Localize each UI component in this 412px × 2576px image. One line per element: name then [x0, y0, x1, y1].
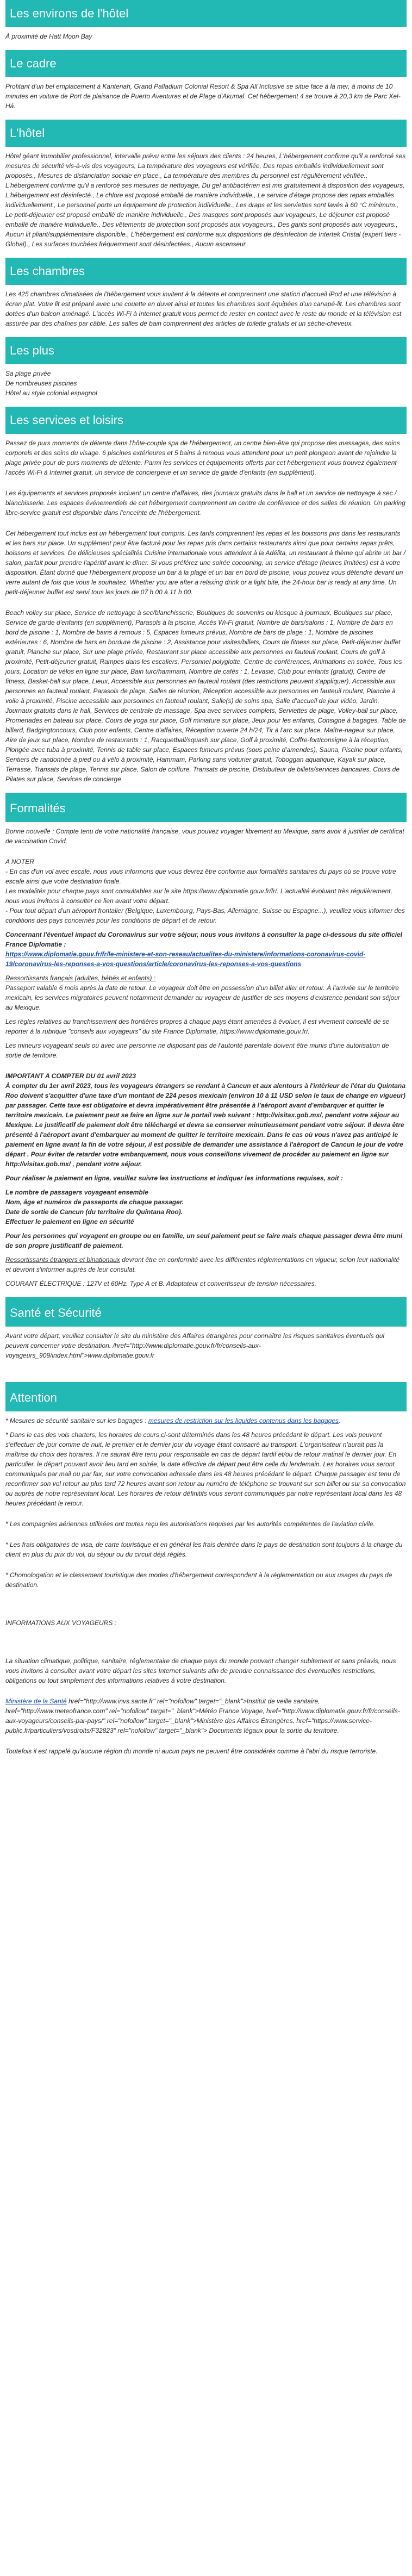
attention-links-text: href="http://www.invs.sante.fr" rel="nofollow" target="_blank">Institut de veille sanitaire, href="http://www.meteofrance.com" rel="nofollow" target="_blank">Météo France Voyage, href="http://www.diplomatie.gouv.fr/fr/conseils-aux-voyageurs/conseils-par-pays/" rel="nofollow" target="_blank">Ministère des Affaires Étrangères, href="https://www.service-public.fr/particuliers/vosdroits/F32823" rel="nofollow" target="_blank"> Documents légaux pour la sortie du territoire. [5, 1697, 400, 1734]
diplomatie-link[interactable] [5, 949, 407, 969]
liquids-link[interactable]: mesures de restriction sur les liquides contenus dans les bagages [148, 1417, 339, 1424]
section-title: Les environs de l'hôtel [5, 0, 407, 27]
services-paragraph: Cet hébergement tout inclus est un hébergement tout compris. Les tarifs comprennent les repas et les boissons pris dans les restaurants et les bars sur place. Un supplément peut être facturé pour les repas pris dans certains restaurants ainsi que pour certains repas prêts, boissons et services. De délicieuses spécialités Cuisine internationale vous attendent à la Adélita, un restaurant à thème qui abrite un bar / salon, parfait pour prendre l'apéritif avant le dîner. Si vous préférez une soirée cocooning, un service d'étage (heures limitées) est à votre disposition. Étant donné que l'hébergement propose un bar à la plage et un bar en bord de piscine, vous pouvez vous détendre devant un verre autant de fois que vous le souhaitez. Whether you are after a relaxing drink or a light bite, the 24-hour bar is ready at any time. Un petit-déjeuner buffet est servi tous les jours de 07 h 00 à 11 h 00. [5, 530, 405, 596]
formalites-subtitle: Ressortissants français (adultes, bébés et enfants) : [5, 974, 156, 982]
plus-item: Sa plage privée [5, 370, 51, 377]
formalites-paragraph: Les modalités pour chaque pays sont consultables sur le site https://www.diplomatie.gouv.fr/fr/. L'actualité évoluant très régulièrement, nous vous invitons à consulter ce lien avant votre départ. [5, 887, 392, 905]
section-title: Santé et Sécurité [5, 1297, 407, 1327]
infos-title: INFORMATIONS AUX VOYAGEURS : [5, 1619, 117, 1627]
foreign-title: Ressortissants étrangers et binationaux [5, 1256, 120, 1264]
attention-paragraph [5, 1696, 407, 1735]
hotel-text: Hôtel géant immobilier professionnel, intervalle prévu entre les séjours des clients : 24 heures, L'hébergement confirme qu'il a renforcé ses mesures de sécurité vis-à-vis des voyageurs, La température des voyageurs est vérifiée, Des repas emballés individuellement sont proposés., Mesures de distanciation sociale en place., La température des membres du personnel est régulièrement vérifiée., L'hébergement confirme qu'il a renforcé ses mesures de nettoyage, Du gel antibactérien est mis gratuitement à disposition des voyageurs, L'hébergement est désinfecté., Le chlore est proposé emballé de manière individuelle., Le service d'étage propose des repas emballés individuellement., Le personnel porte un équipement de protection individuelle., Les draps et les serviettes sont lavés à 60 °C minimum., Le petit-déjeuner est proposé emballé de manière individuelle., Des masques sont proposés aux voyageurs, Le déjeuner est proposé emballé de manière individuelle., Des vêtements de protection sont proposés aux voyageurs., Des gants sont proposés aux voyageurs., Aucun lit pliant/supplémentaire disponible., L'hébergement est conforme aux dispositions de désinfection de Intertek Cristal (expert tiers - Global)., Les surfaces touchées fréquemment sont désinfectées., Aucun ascenseur [5, 152, 406, 248]
foreign-text: devront être en conformité avec les différentes réglementations en vigueur, selon leur nationalité et devront s'informer auprès de leur consulat. [5, 1256, 400, 1273]
attention-p1-end: . [339, 1417, 341, 1424]
sante-text: Avant votre départ, veuillez consulter le site du ministère des Affaires étrangères pour connaître les risques sanitaires éventuels qui peuvent concerner votre destination. /href="http://www.diplomatie.gouv.fr/fr/conseils-aux-voyageurs_909/index.html">www.diplomatie.gouv.fr [5, 1332, 385, 1359]
attention-paragraph [5, 1416, 407, 1426]
important-paragraph: Pour réaliser le paiement en ligne, veuillez suivre les instructions et indiquer les informations requises, soit : [5, 1174, 343, 1182]
formalites-paragraph: Concernant l'éventuel impact du Coronavirus sur votre séjour, nous vous invitons à consulter la page ci-dessous du site officiel France Diplomatie : [5, 931, 403, 948]
formalites-note-title: A NOTER [5, 858, 34, 866]
attention-paragraph: * Chomologation et le classement touristique des modes d'hébergement correspondent à la réglementation ou aux usages du pays de destination. [5, 1571, 392, 1589]
plus-item: De nombreuses piscines [5, 379, 77, 387]
important-title: IMPORTANT A COMPTER DU 01 avril 2023 [5, 1072, 136, 1080]
section-hotel [5, 120, 407, 249]
formalites-paragraph: Les règles relatives au franchissement des frontières propres à chaque pays étant amenées à évoluer, il est vivement conseillé de se reporter à la rubrique "conseils aux voyageurs" du site France Diplomatie, https://www.diplomatie.gouv.fr/. [5, 1018, 390, 1035]
section-title: Les services et loisirs [5, 407, 407, 434]
section-environs [5, 0, 407, 41]
formalites-paragraph: - Pour tout départ d'un aéroport frontalier (Belgique, Luxembourg, Pays-Bas, Allemagne, Suisse ou Espagne...), veuillez vous informer des conditions des pays concernés pour les conditions de départ et de retour. [5, 907, 405, 924]
formalites-paragraph: - En cas d'un vol avec escale, nous vous informons que vous devrez être conforme aux formalités sanitaires du pays où se trouve votre escale ainsi que votre destination finale. [5, 868, 396, 885]
plus-item: Hôtel au style colonial espagnol [5, 389, 97, 397]
important-paragraph: Pour les personnes qui voyagent en groupe ou en famille, un seul paiement peut se faire mais chaque passager devra être muni de son propre justificatif de paiement. [5, 1232, 403, 1249]
section-formalites [5, 793, 407, 1289]
section-title: Les chambres [5, 258, 407, 285]
formalites-paragraph [5, 1255, 407, 1274]
section-title: L'hôtel [5, 120, 407, 147]
formalites-paragraph: Bonne nouvelle : Compte tenu de votre nationalité française, vous pouvez voyager librement au Mexique, sans avoir à justifier de certificat de vaccination Covid. [5, 827, 404, 845]
services-paragraph: Les équipements et services proposés incluent un centre d'affaires, des journaux gratuits dans le hall et un service de nettoyage à sec / blanchisserie. Les espaces événementiels de cet hébergement comprennent un centre de conférence et des salles de réunion. Un parking libre-service gratuit est disponible dans l'enceinte de l'hébergement. [5, 489, 405, 517]
section-title: Attention [5, 1382, 407, 1411]
section-title: Formalités [5, 793, 407, 822]
section-sante [5, 1297, 407, 1360]
cadre-text: Profitant d'un bel emplacement à Kantenah, Grand Palladium Colonial Resort & Spa All Inclusive se situe face à la mer, à moins de 10 minutes en voiture de Port de plaisance de Puerto Aventuras et de Plage d'Akumal. Cet hébergement 4 se trouve à 20,3 km de Parc Xel-Há. [5, 83, 401, 110]
section-services [5, 407, 407, 784]
attention-paragraph: La situation climatique, politique, sanitaire, réglementaire de chaque pays du monde pouvant changer subitement et sans préavis, nous vous invitons à consulter avant votre départ les sites Internet suivants afin de prendre connaissance des éventuelles restrictions, obligations ou tout simplement des informations relatives à votre destination. [5, 1657, 396, 1684]
formalites-paragraph: Passeport valable 6 mois après la date de retour. Le voyageur doit être en possession d'un billet aller et retour. À l'arrivée sur le territoire mexicain, les services migratoires peuvent notamment demander au voyageur de justifier de ses moyens d'existence pendant son séjour au Mexique. [5, 984, 401, 1011]
attention-p1-text: * Mesures de sécurité sanitaire sur les bagages : [5, 1417, 148, 1424]
section-chambres [5, 258, 407, 328]
attention-paragraph: Toutefois il est rappelé qu'aucune région du monde ni aucun pays ne peuvent être considérés comme à l'abri du risque terroriste. [5, 1747, 378, 1755]
section-title: Le cadre [5, 50, 407, 77]
section-cadre [5, 50, 407, 111]
formalites-paragraph: Les mineurs voyageant seuls ou avec une personne ne disposant pas de l'autorité parentale doivent être munis d'une autorisation de sortie de territoire. [5, 1042, 389, 1059]
attention-paragraph: * Dans le cas des vols charters, les horaires de cours ci-sont déterminés dans les 48 heures précédant le départ. Les vols peuvent s'effectuer de jour comme de nuit, le premier et le dernier jour du voyage étant consacré au transport. L'organisateur n'aurait pas la maîtrise du choix des horaires. Il ne saurait être tenu pour responsable en cas de départ tardif et/ou de retour matinal le dernier jour. En particulier, le départ pouvant avoir lieu tard en soirée, la date effective de départ peut être celle du lendemain. Les horaires vous seront communiqués par mail ou par fax, sur votre convocation adressée dans les 48 heures précédant le départ. Chaque passager est tenu de reconfirmer son vol retour au plus tard 72 heures avant son retour au numéro de téléphone se trouvant sur son billet ou sur sa convocation ou auprès de notre représentant local. Les horaires de retour définitifs vous seront communiqués par notre représentant local dans les 48 heures précédant le retour. [5, 1431, 406, 1507]
section-plus [5, 337, 407, 398]
diplomatie-link-text[interactable]: https://www.diplomatie.gouv.fr/fr/le-ministere-et-son-reseau/actualites-du-ministere/informations-coronavirus-covid-19/coronavirus-les-reponses-a-vos-questions/article/coronavirus-les-reponses-a-vos-questions [5, 950, 366, 968]
section-title: Les plus [5, 337, 407, 364]
attention-paragraph: * Les frais obligatoires de visa, de carte touristique et en général les frais dentrée dans le pays de destination sont toujours à la charge du client en plus du prix du vol, du séjour ou du circuit déjà réglés. [5, 1541, 403, 1558]
chambres-text: Les 425 chambres climatisées de l'hébergement vous invitent à la détente et comprennent une station d'accueil iPod et une télévision à écran plat. Votre lit est préparé avec une couette en duvet ainsi et toutes les chambres sont équipées d'un canapé-lit. Les chambres sont dotées d'un balcon aménagé. L'accès Wi-Fi à Internet gratuit vous permet de rester en contact avec le reste du monde et la télévision est assurée par des chaînes par câble. Les salles de bain comprennent des articles de toilette gratuits et un sèche-cheveux. [5, 290, 402, 327]
formalites-paragraph: COURANT ÉLECTRIQUE : 127V et 60Hz. Type A et B. Adaptateur et convertisseur de tension nécessaires. [5, 1280, 317, 1287]
section-attention [5, 1382, 407, 1756]
services-paragraph: Passez de purs moments de détente dans l'hôte-couple spa de l'hébergement, un centre bien-être qui propose des massages, des soins corporels et des soins du visage. 6 piscines extérieures et 5 bains à remous vous attendent pour un petit plongeon avant de rejoindre la plage privée pour de purs moments de détente. Parmi les services et équipements offerts par cet hébergement vous trouvez également l'accès Wi-Fi à Internet gratuit, un service de conciergerie et un service de garde d'enfants (en supplément). [5, 439, 400, 476]
sante-ministry-link[interactable]: Ministère de la Santé [5, 1697, 67, 1705]
attention-paragraph: * Les compagnies aériennes utilisées ont toutes reçu les autorisations requises par les autorités compétentes de l'aviation civile. [5, 1520, 375, 1528]
services-list: Beach volley sur place, Service de nettoyage à sec/blanchisserie, Boutiques de souvenirs ou kiosque à journaux, Boutiques sur place, Service de garde d'enfants (en supplément), Parasols à la piscine, Accès Wi-Fi gratuit, Nombre de bars/salons : 1, Nombre de bars en bord de piscine : 1, Nombre de bains à remous : 5, Espaces fumeurs prévus, Nombre de bars de plage : 1, Nombre de piscines extérieures : 6, Nombre de bars en bordure de piscine : 2, Assistance pour visites/billets, Cours de fitness sur place, Petit-déjeuner buffet gratuit, Planche sur place, Sur une plage privée, Restaurant sur place accessible aux personnes en fauteuil roulant, Cours de golf à proximité, Petit-déjeuner gratuit, Rampes dans les escaliers, Personnel polyglotte, Centre de conférences, Animations en soirée, Tous les jours, Location de vélos en ligne sur place, Bain turc/hammam, Nombre de cafés : 1, Levasie, Club pour enfants (gratuit), Centre de fitness, Basket-ball sur place, Lieux, Accessible aux personnes en fauteuil roulant (des restrictions peuvent s'appliquer), Accessible aux personnes en fauteuil roulant, Parasols de plage, Salles de réunion, Réception accessible aux personnes en fauteuil roulant, Planche à voile à proximité, Piscine accessible aux personnes en fauteuil roulant, Salle(s) de soins spa, Salle d'accueil de jour vidéo, Jardin, Journaux gratuits dans le hall, Services de centrale de massage, Spa avec services complets, Serviettes de plage, Volley-ball sur place, Promenades en bateau sur place, Cours de yoga sur place, Golf miniature sur place, Jeux pour les enfants, Consigne à bagages, Table de billard, Badgingtoncours, Club pour enfants, Centre d'affaires, Réception ouverte 24 h/24, Tir à l'arc sur place, Maître-nageur sur place, Aire de jeux sur place, Nombre de restaurants : 1, Racquetball/squash sur place, Golf à proximité, Coffre-fort/consigne à la réception, Plongée avec tuba à proximité, Tennis de table sur place, Espaces fumeurs prévus (sous peine d'amendes), Sauna, Piscine pour enfants, Sentiers de randonnée à pied ou à vélo à proximité, Hammam, Parking sans voiturier gratuit, Toboggan aquatique, Kayak sur place, Terrasse, Transats de plage, Tennis sur place, Salon de coiffure, Transats de piscine, Distributeur de billets/services bancaires, Cours de Pilates sur place, Services de concierge [5, 609, 406, 783]
important-list: Le nombre de passagers voyageant ensemble Nom, âge et numéros de passeports de chaque passager. Date de sortie de Cancun (du territoire du Quintana Roo). Effectuer le paiement en ligne en sécurité [5, 1189, 184, 1225]
environs-text: À proximité de Hatt Moon Bay [5, 33, 92, 40]
important-paragraph: À compter du 1er avril 2023, tous les voyageurs étrangers se rendant à Cancun et aux alentours à l'intérieur de l'état du Quintana Roo doivent s'acquitter d'une taxe d'un montant de 224 pesos mexicain (environ 10 à 11 USD selon le taux de change en vigueur) par passager. Cette taxe est obligatoire et devra impérativement être présentée à l'aéroport avant d'embarquer et quitter le territoire mexicain. Le paiement peut se faire en ligne sur le portail web suivant : http://visitax.gob.mx/, pendant votre séjour au Mexique. Le justificatif de paiement doit être téléchargé et devra se conserver minutieusement pendant votre séjour. Il devra être présenté à l'aéroport avant d'embarquer au moment de quitter le territoire mexicain. Dans le cas où vous n'avez pas anticipé le paiement en ligne avant la fin de votre séjour, il est possible de demander une assistance à l'aéroport de Cancun le jour de votre départ . Pour éviter de retarder votre embarquement, nous vous conseillons vivement de procéder au paiement en ligne sur http://visitax.gob.mx/ , pendant votre séjour. [5, 1082, 405, 1168]
